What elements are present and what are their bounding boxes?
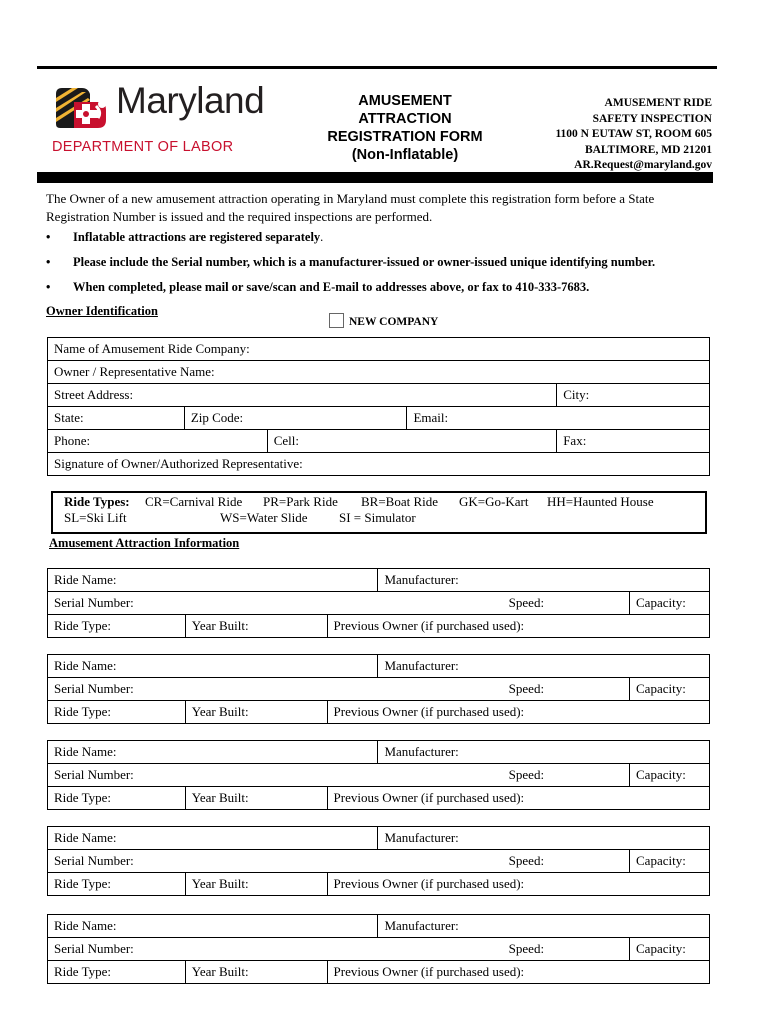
state-field[interactable]: State: <box>48 407 185 430</box>
maryland-flag-icon <box>52 84 116 130</box>
instruction-text: Inflatable attractions are registered separately <box>73 230 321 244</box>
table-row <box>48 850 710 873</box>
form-title-line: (Non-Inflatable) <box>351 147 459 163</box>
capacity-field[interactable]: Capacity: <box>630 678 710 701</box>
serial-number-field[interactable]: Serial Number: <box>48 938 503 961</box>
instruction-list <box>46 228 736 303</box>
table-row <box>48 615 710 638</box>
maryland-dol-logo <box>52 80 292 156</box>
year-built-field[interactable]: Year Built: <box>185 961 327 984</box>
previous-owner-field[interactable]: Previous Owner (if purchased used): <box>327 873 709 896</box>
ride-type-code: BR=Boat Ride <box>361 494 439 509</box>
ride-type-code: HH=Haunted House <box>547 494 654 509</box>
serial-number-field[interactable]: Serial Number: <box>48 764 503 787</box>
capacity-field[interactable]: Capacity: <box>630 938 710 961</box>
ride-name-field[interactable]: Ride Name: <box>48 741 378 764</box>
intro-paragraph: The Owner of a new amusement attraction operating in Maryland must complete this registration form before a State Registration Number is issued and the required inspections are performed. <box>46 191 655 224</box>
ride-type-code: SL=Ski Lift <box>64 510 127 525</box>
year-built-field[interactable]: Year Built: <box>185 787 327 810</box>
representative-name-field[interactable]: Owner / Representative Name: <box>48 361 710 384</box>
table-row <box>48 915 710 938</box>
serial-number-field[interactable]: Serial Number: <box>48 850 503 873</box>
table-row <box>48 938 710 961</box>
capacity-field[interactable]: Capacity: <box>630 764 710 787</box>
capacity-field[interactable]: Capacity: <box>630 592 710 615</box>
table-row <box>48 873 710 896</box>
manufacturer-field[interactable]: Manufacturer: <box>378 915 710 938</box>
speed-field[interactable]: Speed: <box>503 850 630 873</box>
city-field[interactable]: City: <box>557 384 710 407</box>
email-address-link[interactable]: AR.Request@maryland.gov <box>574 159 712 171</box>
signature-field[interactable]: Signature of Owner/Authorized Representative: <box>48 453 710 476</box>
table-row <box>48 430 710 453</box>
manufacturer-field[interactable]: Manufacturer: <box>378 569 710 592</box>
ride-name-field[interactable]: Ride Name: <box>48 655 378 678</box>
owner-section-title: Owner Identification <box>46 304 158 318</box>
ride-name-field[interactable]: Ride Name: <box>48 827 378 850</box>
ride-types-label: Ride Types: <box>64 494 130 509</box>
ride-type-field[interactable]: Ride Type: <box>48 615 186 638</box>
ride-name-field[interactable]: Ride Name: <box>48 569 378 592</box>
table-row <box>48 741 710 764</box>
form-title <box>310 92 500 164</box>
street-address-field[interactable]: Street Address: <box>48 384 557 407</box>
address-line: 1100 N EUTAW ST, ROOM 605 <box>555 128 712 140</box>
bullet-icon: • <box>46 280 51 294</box>
bullet-icon: • <box>46 255 51 269</box>
ride-table <box>47 740 710 810</box>
cell-field[interactable]: Cell: <box>267 430 557 453</box>
header-divider-bar <box>37 172 713 183</box>
fax-field[interactable]: Fax: <box>557 430 710 453</box>
instruction-text: Please include the Serial number, which is a manufacturer-issued or owner-issued unique identifying number. <box>73 255 656 269</box>
form-title-line: REGISTRATION FORM <box>327 129 483 145</box>
manufacturer-field[interactable]: Manufacturer: <box>378 827 710 850</box>
table-row <box>48 961 710 984</box>
new-company-checkbox[interactable] <box>329 313 344 328</box>
ride-table <box>47 654 710 724</box>
table-row <box>48 384 710 407</box>
ride-type-code: CR=Carnival Ride <box>145 494 243 509</box>
new-company-option <box>329 313 438 328</box>
ride-types-legend <box>51 491 707 534</box>
table-row <box>48 655 710 678</box>
instruction-item <box>46 228 736 253</box>
ride-name-field[interactable]: Ride Name: <box>48 915 378 938</box>
address-line: SAFETY INSPECTION <box>592 112 712 125</box>
previous-owner-field[interactable]: Previous Owner (if purchased used): <box>327 961 709 984</box>
previous-owner-field[interactable]: Previous Owner (if purchased used): <box>327 701 709 724</box>
table-row <box>48 453 710 476</box>
ride-type-code: WS=Water Slide <box>220 510 308 525</box>
year-built-field[interactable]: Year Built: <box>185 701 327 724</box>
manufacturer-field[interactable]: Manufacturer: <box>378 741 710 764</box>
table-row <box>48 569 710 592</box>
logo-department: DEPARTMENT OF LABOR <box>52 139 234 155</box>
email-field[interactable]: Email: <box>407 407 710 430</box>
table-row <box>48 407 710 430</box>
form-title-line: AMUSEMENT <box>358 93 452 109</box>
ride-type-code: PR=Park Ride <box>263 494 338 509</box>
ride-table <box>47 826 710 896</box>
speed-field[interactable]: Speed: <box>503 678 630 701</box>
attraction-section-title: Amusement Attraction Information <box>49 536 240 550</box>
office-address <box>555 96 712 174</box>
new-company-label: NEW COMPANY <box>349 316 439 328</box>
phone-field[interactable]: Phone: <box>48 430 268 453</box>
ride-type-field[interactable]: Ride Type: <box>48 787 186 810</box>
table-row <box>48 361 710 384</box>
table-row <box>48 678 710 701</box>
speed-field[interactable]: Speed: <box>503 764 630 787</box>
capacity-field[interactable]: Capacity: <box>630 850 710 873</box>
instruction-text-tail: . <box>320 230 324 244</box>
ride-table <box>47 914 710 984</box>
year-built-field[interactable]: Year Built: <box>185 615 327 638</box>
zip-code-field[interactable]: Zip Code: <box>184 407 407 430</box>
ride-type-field[interactable]: Ride Type: <box>48 701 186 724</box>
table-row <box>48 764 710 787</box>
serial-number-field[interactable]: Serial Number: <box>48 678 503 701</box>
table-row <box>48 701 710 724</box>
bullet-icon: • <box>46 230 51 244</box>
instruction-item <box>46 253 736 278</box>
table-row <box>48 787 710 810</box>
ride-type-code: GK=Go-Kart <box>459 494 529 509</box>
instruction-item <box>46 278 736 303</box>
ride-type-code: SI = Simulator <box>339 510 416 525</box>
previous-owner-field[interactable]: Previous Owner (if purchased used): <box>327 787 709 810</box>
table-row <box>48 338 710 361</box>
table-row <box>48 827 710 850</box>
address-line: AMUSEMENT RIDE <box>604 97 712 109</box>
company-name-field[interactable]: Name of Amusement Ride Company: <box>48 338 710 361</box>
manufacturer-field[interactable]: Manufacturer: <box>378 655 710 678</box>
ride-type-field[interactable]: Ride Type: <box>48 961 186 984</box>
form-title-line: ATTRACTION <box>358 111 452 127</box>
year-built-field[interactable]: Year Built: <box>185 873 327 896</box>
speed-field[interactable]: Speed: <box>503 592 630 615</box>
top-rule <box>37 66 717 69</box>
instruction-text: When completed, please mail or save/scan and E-mail to addresses above, or fax to 410-333-7683. <box>73 280 590 294</box>
serial-number-field[interactable]: Serial Number: <box>48 592 503 615</box>
table-row <box>48 592 710 615</box>
logo-wordmark: Maryland <box>116 80 265 121</box>
ride-type-field[interactable]: Ride Type: <box>48 873 186 896</box>
ride-table <box>47 568 710 638</box>
speed-field[interactable]: Speed: <box>503 938 630 961</box>
owner-table <box>47 337 710 476</box>
previous-owner-field[interactable]: Previous Owner (if purchased used): <box>327 615 709 638</box>
address-line: BALTIMORE, MD 21201 <box>584 143 712 156</box>
